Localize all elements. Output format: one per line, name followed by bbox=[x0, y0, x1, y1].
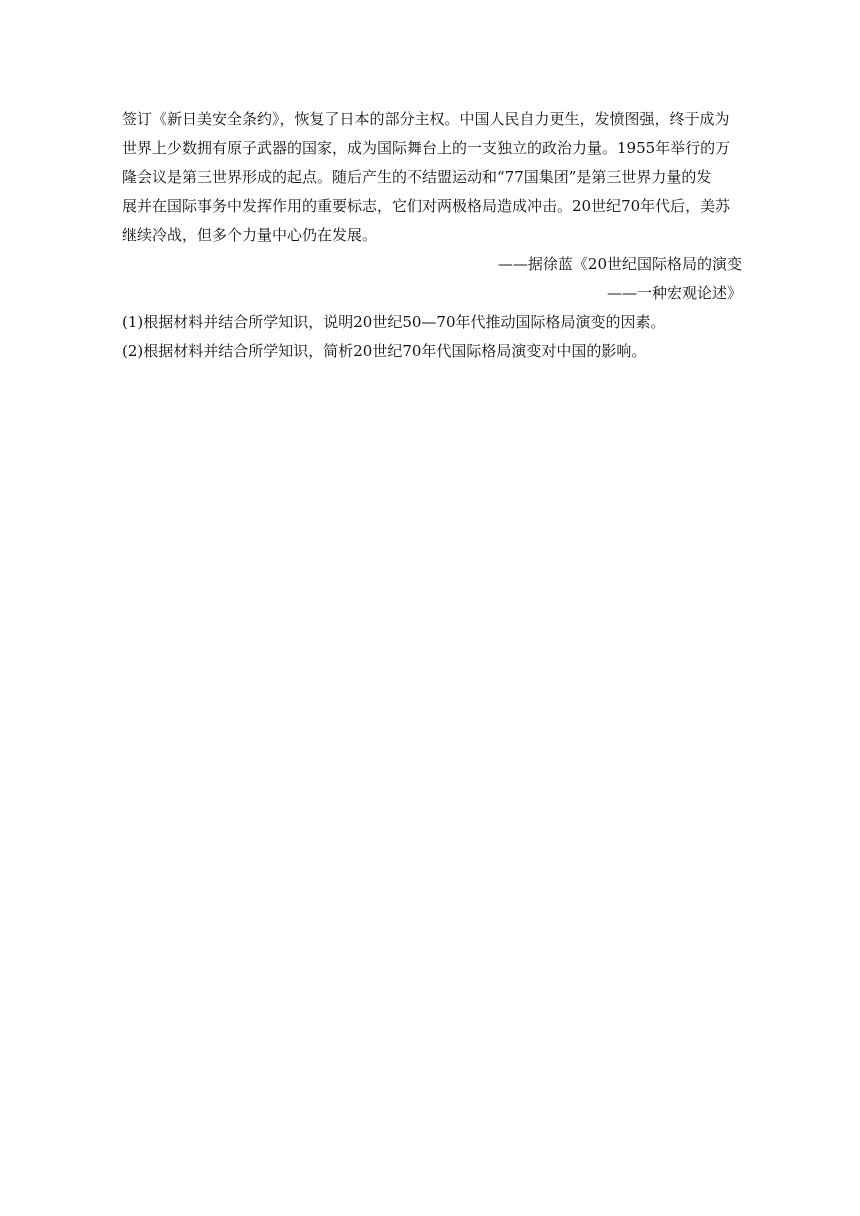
material-line: 签订《新日美安全条约》，恢复了日本的部分主权。中国人民自力更生，发愤图强，终于成为 bbox=[122, 110, 730, 128]
material-line: 展并在国际事务中发挥作用的重要标志，它们对两极格局造成冲击。20世纪70年代后，美苏 bbox=[122, 197, 731, 215]
source-citation-line-1: ——据徐蓝《20世纪国际格局的演变 bbox=[497, 255, 742, 273]
material-paragraph bbox=[122, 105, 742, 250]
question-1: (1)根据材料并结合所学知识，说明20世纪50—70年代推动国际格局演变的因素。 bbox=[122, 313, 666, 331]
source-citation-line-2: ——一种宏观论述》 bbox=[606, 284, 742, 302]
document-content bbox=[122, 105, 742, 366]
question-list bbox=[122, 308, 742, 366]
material-line: 世界上少数拥有原子武器的国家，成为国际舞台上的一支独立的政治力量。1955年举行的万 bbox=[122, 139, 731, 157]
material-line: 继续冷战，但多个力量中心仍在发展。 bbox=[122, 226, 378, 244]
material-line: 隆会议是第三世界形成的起点。随后产生的不结盟运动和“77国集团”是第三世界力量的发 bbox=[122, 168, 712, 186]
question-2: (2)根据材料并结合所学知识，简析20世纪70年代国际格局演变对中国的影响。 bbox=[122, 342, 647, 360]
